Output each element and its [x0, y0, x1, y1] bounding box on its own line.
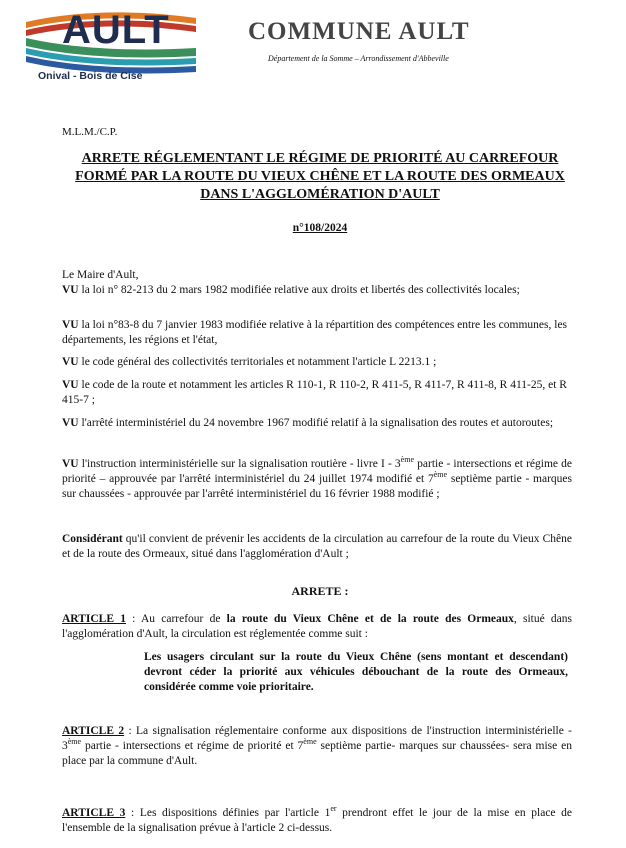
article-1-label: ARTICLE 1 — [62, 613, 126, 625]
superscript: ème — [303, 737, 317, 747]
arrete-heading: ARRETE : — [291, 584, 349, 598]
article-3-label: ARTICLE 3 — [62, 807, 126, 819]
considerant-text: qu'il convient de prévenir les accidents de la circulation au carrefour de la route du Vieux Chêne et de la route des Ormeaux, situé dans l'agglomération d'Ault ; — [62, 533, 572, 560]
vu-text: l'instruction interministérielle sur la signalisation routière - livre I - 3 — [81, 458, 401, 470]
considerant-paragraph — [62, 532, 572, 562]
vu-text: le code général des collectivités territoriales et notamment l'article L 2213.1 ; — [81, 356, 437, 368]
vu-label: VU — [62, 319, 79, 331]
document-title: ARRETE RÉGLEMENTANT LE RÉGIME DE PRIORITÉ AU CARREFOUR FORMÉ PAR LA ROUTE DU VIEUX CHÊNE ET LA ROUTE DES ORMEAUX DANS L'AGGLOMÉRATION D'AULT — [75, 151, 565, 202]
logo-title: AULT — [62, 8, 170, 52]
article-1-text: , situé dans l'agglomération d'Ault, la circulation est réglementée comme suit : — [62, 613, 573, 640]
vu-text: le code de la route et notamment les articles R 110-1, R 110-2, R 411-5, R 411-7, R 411-8, R 411-25, et R 415-7 ; — [62, 379, 567, 406]
vu-label: VU — [62, 417, 79, 429]
article-2-label: ARTICLE 2 — [62, 725, 125, 737]
article-1-text: Au carrefour de — [140, 613, 227, 625]
vu-text: septième partie - marques sur chaussées - approuvée par l'arrêté interministériel du 16 février 1988 modifié ; — [62, 473, 572, 500]
article-1 — [62, 612, 572, 642]
article-3 — [62, 806, 572, 836]
vu-text: partie - intersections et régime de priorité – approuvée par l'arrêté interministériel du 24 juillet 1974 modifié et 7 — [62, 458, 573, 485]
article-2-text: septième partie- marques sur chaussées- sera mise en place par la commune d'Ault. — [62, 740, 572, 767]
intro-line: Le Maire d'Ault, — [62, 269, 139, 281]
vu-label: VU — [62, 458, 79, 470]
article-separator: : — [125, 807, 140, 819]
vu-item-3 — [62, 355, 572, 370]
vu-text: la loi n° 82-213 du 2 mars 1982 modifiée relative aux droits et libertés des collectivités locales; — [81, 284, 520, 296]
article-separator: : — [125, 613, 141, 625]
superscript: er — [330, 804, 337, 814]
superscript: ème — [433, 470, 448, 480]
vu-label: VU — [62, 284, 79, 296]
article-separator: : — [124, 725, 137, 737]
vu-label: VU — [62, 356, 79, 368]
vu-text: l'arrêté interministériel du 24 novembre 1967 modifié relatif à la signalisation des routes et autoroutes; — [81, 417, 554, 429]
article-3-text: prendront effet le jour de la mise en place de l'ensemble de la signalisation prévue à l'article 2 ci-dessus. — [62, 807, 573, 834]
superscript: ème — [400, 455, 414, 465]
vu-item-1 — [62, 283, 572, 298]
commune-logo — [20, 8, 200, 86]
article-2-text: La signalisation réglementaire conforme aux dispositions de l'instruction interministérielle - 3 — [62, 725, 572, 752]
vu-text: la loi n°83-8 du 7 janvier 1983 modifiée relative à la répartition des compétences entre les communes, les départements, les régions et l'état, — [62, 319, 568, 346]
superscript: ème — [67, 737, 82, 747]
logo-subtitle: Onival - Bois de Cise — [38, 70, 143, 82]
document-number: n°108/2024 — [292, 222, 348, 234]
article-2-text: partie - intersections et régime de priorité et 7 — [81, 740, 304, 752]
vu-item-6 — [62, 457, 572, 502]
article-2 — [62, 724, 572, 769]
department-line: Département de la Somme – Arrondissement d'Abbeville — [268, 54, 449, 63]
vu-item-2 — [62, 318, 572, 348]
vu-label: VU — [62, 379, 79, 391]
article-1-provision: Les usagers circulant sur la route du Vieux Chêne (sens montant et descendant) devront céder la priorité aux véhicules débouchant de la route des Ormeaux, considérée comme voie prioritaire. — [144, 651, 568, 693]
commune-name: COMMUNE AULT — [248, 18, 470, 45]
article-3-text: Les dispositions définies par l'article 1 — [139, 807, 331, 819]
vu-item-5 — [62, 416, 572, 431]
reference-code: M.L.M./C.P. — [62, 126, 118, 138]
article-1-bold-text: la route du Vieux Chêne et de la route des Ormeaux — [226, 613, 514, 625]
vu-item-4 — [62, 378, 572, 408]
considerant-label: Considérant — [62, 533, 123, 545]
